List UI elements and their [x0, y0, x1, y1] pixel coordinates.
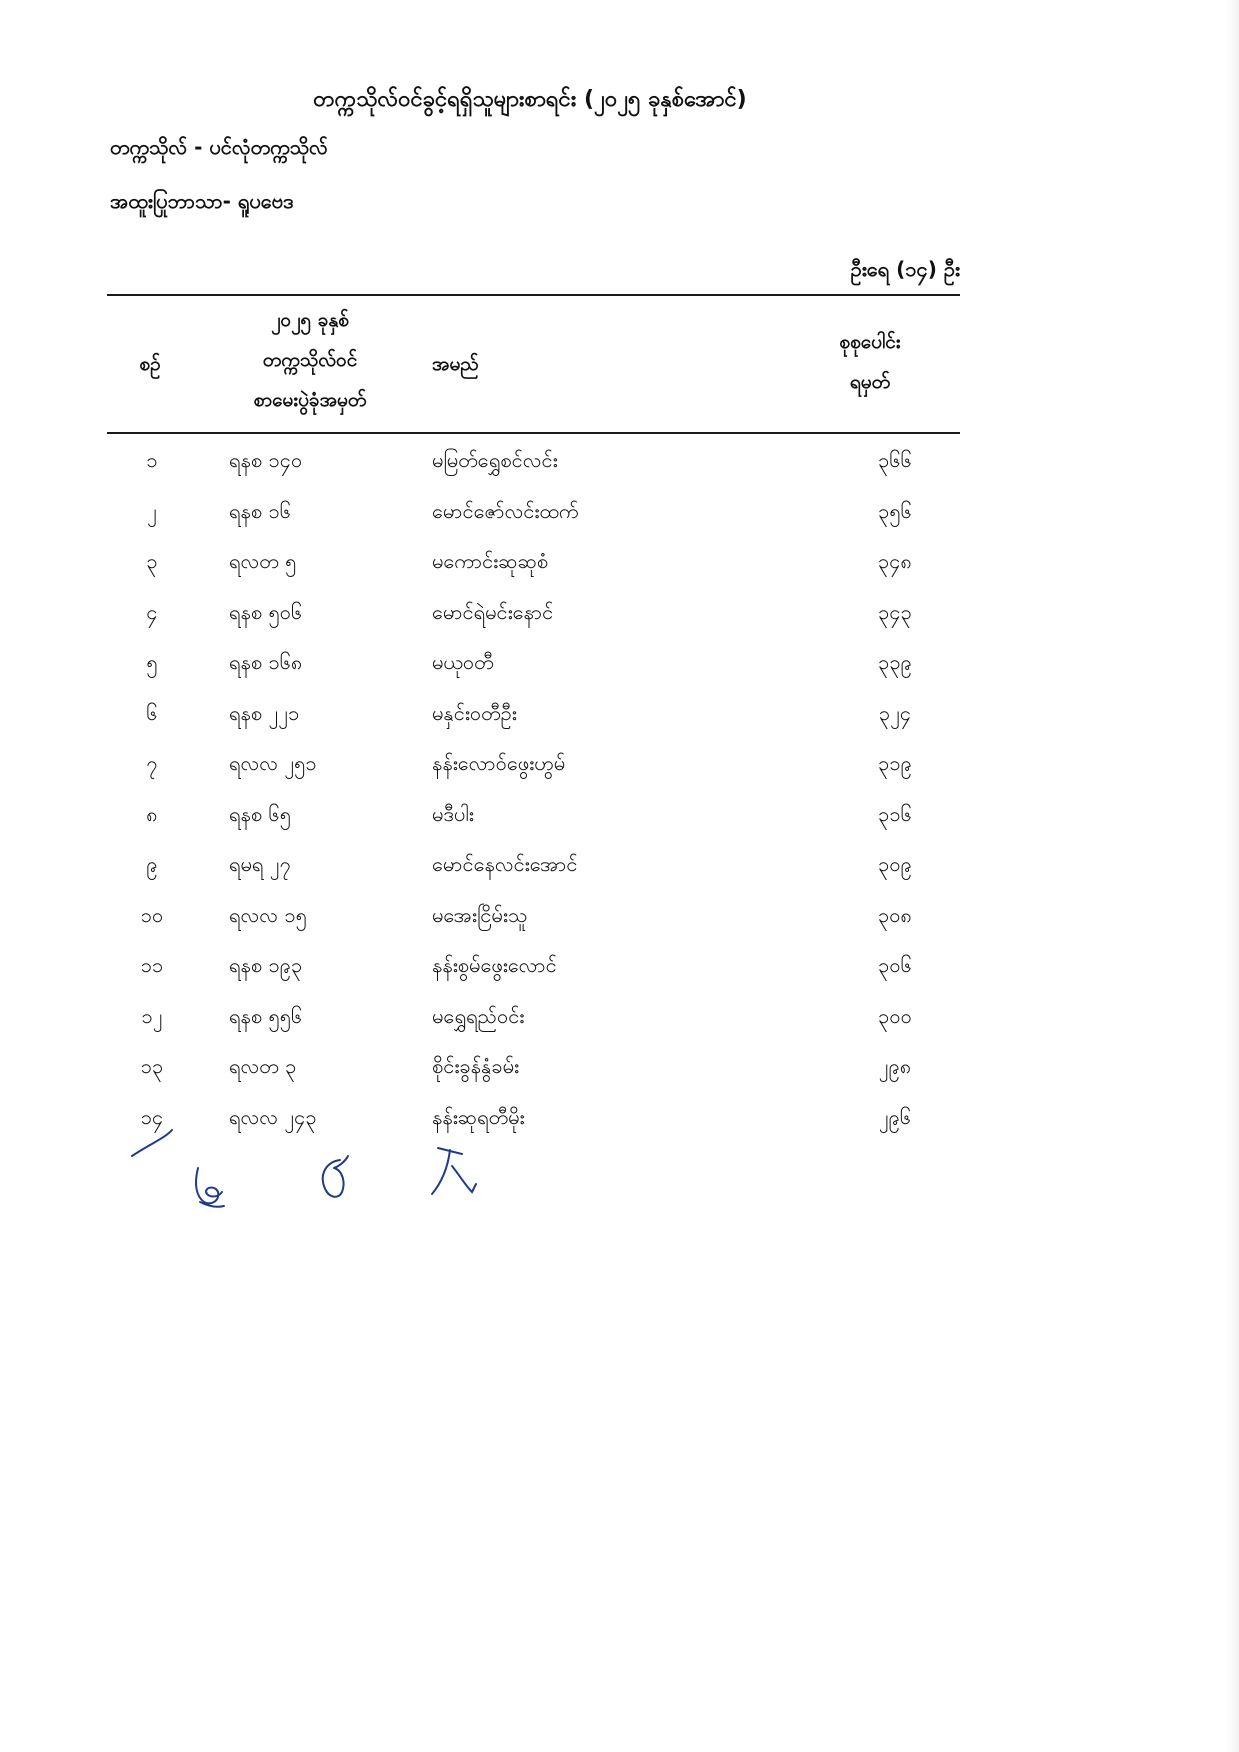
cell-total-marks: ၃၁၉: [878, 751, 912, 775]
cell-roll-number: ရနစ ၁၆: [229, 498, 291, 523]
cell-serial-no: ၂: [147, 498, 157, 523]
cell-serial-no: ၁၄: [140, 1104, 164, 1129]
cell-name: နန်းဆုရတီမိုး: [432, 1104, 525, 1129]
cell-name: နန်းစွမ်ဖွေးလောင်: [432, 953, 557, 977]
cell-roll-number: ရမရ ၂၇: [229, 852, 291, 876]
signature-stroke-1: [132, 1130, 172, 1156]
cell-total-marks: ၃၀၀: [878, 1003, 912, 1028]
cell-serial-no: ၁၀: [140, 902, 164, 927]
table-row: [107, 892, 960, 943]
cell-name: မယုဝတီ: [432, 650, 494, 674]
cell-total-marks: ၃၁၆: [878, 801, 912, 826]
header-serial-no: စဉ်: [139, 353, 161, 375]
header-total-marks: [800, 322, 940, 402]
table-row: [107, 488, 960, 539]
signature-4: [432, 1148, 476, 1194]
header-roll-line-2: တက္ကသိုလ်ဝင်: [262, 349, 358, 371]
cell-name: နန်းလောဝ်ဖွေးဟွမ်: [432, 751, 566, 775]
table-top-rule: [107, 294, 960, 296]
cell-total-marks: ၃၄၈: [878, 549, 912, 573]
cell-total-marks: ၃၅၆: [878, 498, 912, 523]
cell-serial-no: ၉: [146, 852, 158, 876]
table-row: [107, 639, 960, 690]
cell-roll-number: ရလတ ၃: [229, 1054, 297, 1078]
header-roll-number: [215, 300, 405, 420]
cell-roll-number: ရလတ ၅: [229, 549, 297, 573]
cell-total-marks: ၃၂၄: [878, 700, 912, 725]
signatures: [120, 1126, 500, 1216]
cell-roll-number: ရနစ ၁၉၃: [229, 953, 303, 977]
cell-roll-number: ရနစ ၁၄၀: [229, 448, 303, 472]
cell-roll-number: ရလလ ၁၅: [229, 902, 307, 927]
cell-serial-no: ၁: [146, 448, 158, 472]
cell-total-marks: ၃၃၉: [878, 650, 912, 674]
header-roll-line-1: ၂၀၂၅ ခုနှစ်: [271, 309, 349, 331]
signature-2: [196, 1168, 224, 1207]
cell-roll-number: ရနစ ၆၅: [229, 801, 291, 826]
cell-total-marks: ၃၀၆: [878, 953, 912, 977]
cell-serial-no: ၃: [146, 549, 158, 573]
table-row: [107, 1043, 960, 1094]
cell-roll-number: ရလလ ၂၅၁: [229, 751, 317, 775]
cell-name: မောင်ရဲမင်းနောင်: [432, 599, 554, 624]
cell-roll-number: ရနစ ၁၆၈: [229, 650, 303, 674]
cell-serial-no: ၅: [146, 650, 158, 674]
cell-roll-number: ရနစ ၂၂၁: [229, 700, 300, 725]
table-row: [107, 993, 960, 1044]
cell-name: မောင်ဇော်လင်းထက်: [432, 498, 579, 523]
cell-total-marks: ၃၀၈: [878, 902, 912, 927]
table-body: [107, 437, 960, 1144]
cell-serial-no: ၇: [146, 751, 158, 775]
cell-total-marks: ၂၉၆: [878, 1104, 912, 1129]
cell-total-marks: ၂၉၈: [878, 1054, 912, 1078]
header-roll-line-3: စာမေးပွဲခုံအမှတ်: [253, 389, 367, 411]
table-row: [107, 690, 960, 741]
table-row: [107, 791, 960, 842]
subject-line: အထူးပြုဘာသာ- ရူပဗေဒ: [110, 189, 294, 213]
cell-name: မောင်နေလင်းအောင်: [432, 852, 578, 876]
cell-serial-no: ၄: [146, 599, 158, 624]
cell-name: မကောင်းဆုဆုစံ: [432, 549, 549, 573]
scan-edge-shadow: [1225, 0, 1239, 1752]
table-row: [107, 841, 960, 892]
cell-name: စိုင်းခွန်နွံခမ်း: [432, 1054, 520, 1078]
document-title: တက္ကသိုလ်ဝင်ခွင့်ရရှိသူများစာရင်း (၂၀၂၅ ခုနှစ်အောင်): [313, 87, 747, 112]
cell-name: မအေးငြိမ်းသူ: [432, 902, 528, 927]
table-row: [107, 538, 960, 589]
header-name: အမည်: [432, 353, 479, 375]
cell-total-marks: ၃၆၆: [878, 448, 912, 472]
student-count: ဦးရေ (၁၄) ဦး: [850, 257, 960, 281]
cell-total-marks: ၃၄၃: [878, 599, 912, 624]
cell-serial-no: ၈: [146, 801, 158, 826]
table-header-rule: [107, 432, 960, 434]
header-marks-line-2: ရမှတ်: [849, 371, 891, 393]
cell-name: မရွှေရည်ဝင်း: [432, 1003, 525, 1028]
table-row: [107, 589, 960, 640]
table-row: [107, 942, 960, 993]
cell-roll-number: ရလလ ၂၄၃: [229, 1104, 317, 1129]
cell-serial-no: ၁၂: [141, 1003, 163, 1028]
university-line: တက္ကသိုလ် - ပင်လုံတက္ကသိုလ်: [110, 135, 328, 159]
cell-name: မနှင်းဝတီဦး: [432, 700, 517, 725]
signature-3: [323, 1156, 348, 1197]
cell-roll-number: ရနစ ၅၅၆: [229, 1003, 303, 1028]
cell-roll-number: ရနစ ၅၀၆: [229, 599, 303, 624]
cell-serial-no: ၆: [146, 700, 158, 725]
cell-total-marks: ၃၀၉: [878, 852, 912, 876]
cell-name: မဒီပါး: [432, 801, 474, 826]
cell-serial-no: ၁၃: [140, 1054, 164, 1078]
table-row: [107, 740, 960, 791]
table-row: [107, 437, 960, 488]
header-marks-line-1: စုစုပေါင်း: [839, 331, 901, 353]
cell-serial-no: ၁၁: [140, 953, 164, 977]
cell-name: မမြတ်ရွှေစင်လင်း: [432, 448, 558, 472]
